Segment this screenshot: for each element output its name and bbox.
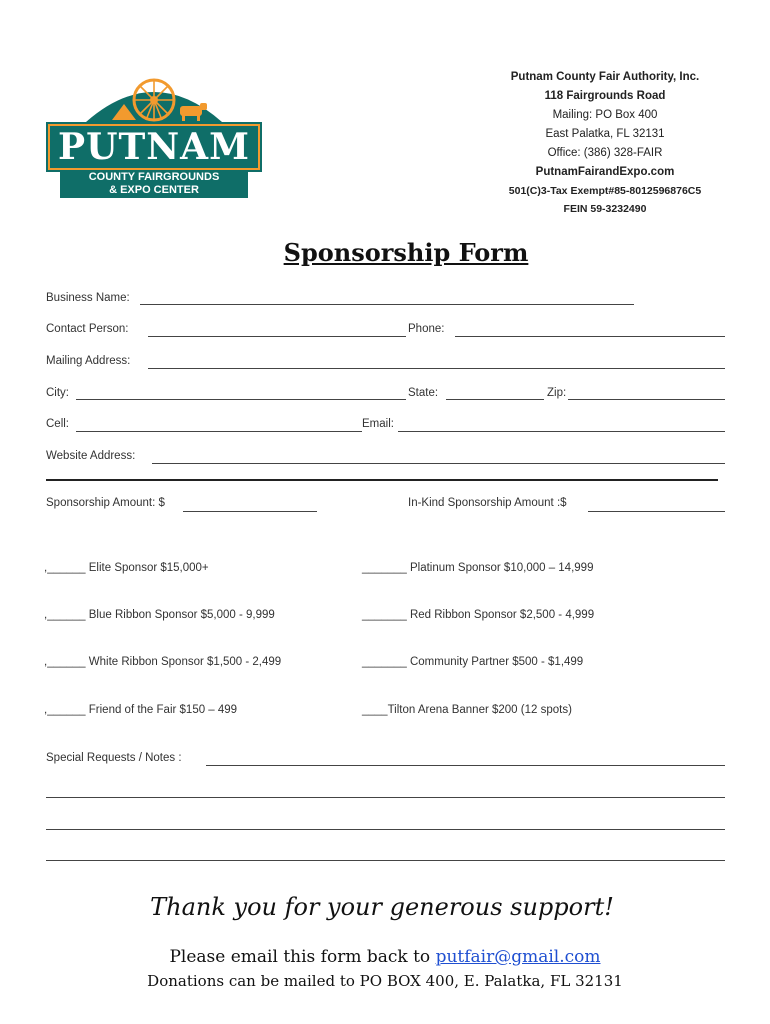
- thank-you-message: Thank you for your generous support!: [150, 893, 614, 921]
- level-white-ribbon[interactable]: ,______ White Ribbon Sponsor $1,500 - 2,499: [44, 656, 282, 668]
- inkind-amount-field[interactable]: [588, 511, 725, 512]
- org-mailing: Mailing: PO Box 400: [552, 109, 658, 121]
- org-fein: FEIN 59-3232490: [563, 203, 647, 215]
- section-divider: [46, 479, 718, 481]
- sponsorship-amount-label: Sponsorship Amount: $: [46, 497, 165, 509]
- level-elite[interactable]: ,______ Elite Sponsor $15,000+: [44, 562, 209, 574]
- organization-info: [460, 68, 750, 218]
- level-red-ribbon[interactable]: _______ Red Ribbon Sponsor $2,500 - 4,999: [362, 609, 595, 621]
- level-blue-ribbon[interactable]: ,______ Blue Ribbon Sponsor $5,000 - 9,999: [44, 609, 275, 621]
- city-field[interactable]: [76, 399, 406, 400]
- special-requests-label: Special Requests / Notes :: [46, 752, 182, 764]
- logo-line2: & EXPO CENTER: [109, 184, 199, 196]
- cell-field[interactable]: [76, 431, 362, 432]
- page-title: Sponsorship Form: [283, 238, 529, 267]
- website-label: Website Address:: [46, 450, 136, 462]
- org-street: 118 Fairgrounds Road: [544, 90, 666, 102]
- inkind-amount-label: In-Kind Sponsorship Amount :$: [408, 497, 567, 509]
- email-instruction-text: Please email this form back to: [169, 947, 436, 967]
- level-platinum[interactable]: _______ Platinum Sponsor $10,000 – 14,999: [362, 562, 594, 574]
- special-requests-field-4[interactable]: [46, 860, 725, 861]
- org-website: PutnamFairandExpo.com: [535, 166, 675, 178]
- email-link[interactable]: putfair@gmail.com: [435, 947, 601, 967]
- cell-label: Cell:: [46, 418, 70, 430]
- putnam-logo: [46, 70, 262, 200]
- mail-instruction: Donations can be mailed to PO BOX 400, E. Palatka, FL 32131: [147, 972, 623, 990]
- state-label: State:: [408, 387, 439, 399]
- mailing-address-label: Mailing Address:: [46, 355, 131, 367]
- special-requests-field-3[interactable]: [46, 829, 725, 830]
- org-name: Putnam County Fair Authority, Inc.: [510, 71, 700, 83]
- org-office: Office: (386) 328-FAIR: [547, 147, 663, 159]
- email-label: Email:: [362, 418, 394, 430]
- org-city: East Palatka, FL 32131: [545, 128, 665, 140]
- org-tax: 501(C)3-Tax Exempt#85-8012596876C5: [508, 185, 702, 197]
- zip-field[interactable]: [568, 399, 725, 400]
- email-instruction: [0, 947, 770, 967]
- level-arena-banner[interactable]: ____Tilton Arena Banner $200 (12 spots): [362, 704, 572, 716]
- contact-person-field[interactable]: [148, 336, 406, 337]
- state-field[interactable]: [446, 399, 544, 400]
- zip-label: Zip:: [547, 387, 567, 399]
- level-community-partner[interactable]: _______ Community Partner $500 - $1,499: [362, 656, 584, 668]
- mailing-address-field[interactable]: [148, 368, 725, 369]
- special-requests-field-1[interactable]: [206, 765, 725, 766]
- website-field[interactable]: [152, 463, 725, 464]
- level-friend-of-fair[interactable]: ,______ Friend of the Fair $150 – 499: [44, 704, 238, 716]
- email-field[interactable]: [398, 431, 725, 432]
- special-requests-field-2[interactable]: [46, 797, 725, 798]
- city-label: City:: [46, 387, 69, 399]
- business-name-label: Business Name:: [46, 292, 130, 304]
- phone-field[interactable]: [455, 336, 725, 337]
- business-name-field[interactable]: [140, 304, 634, 305]
- logo-line1: COUNTY FAIRGROUNDS: [88, 171, 220, 183]
- phone-label: Phone:: [408, 323, 445, 335]
- sponsorship-amount-field[interactable]: [183, 511, 317, 512]
- logo-name: PUTNAM: [58, 126, 250, 168]
- contact-person-label: Contact Person:: [46, 323, 129, 335]
